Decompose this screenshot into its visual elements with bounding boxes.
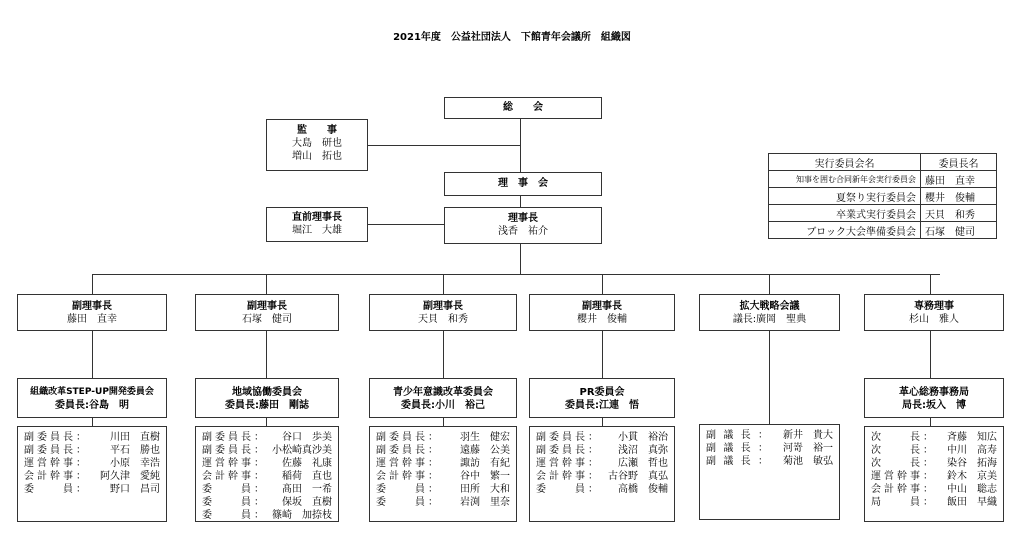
member-role: 委 員：	[536, 484, 598, 495]
member-list-3	[369, 426, 517, 522]
connector-members-4	[602, 418, 603, 426]
committee-name-cell: 知事を囲む合同新年会実行委員会	[769, 171, 921, 188]
connector-committee-3	[443, 330, 444, 378]
list-item	[706, 455, 833, 468]
member-role: 副委員長：	[24, 432, 86, 443]
past-president-title: 直前理事長	[292, 212, 342, 223]
member-name: 阿久津 愛純	[100, 471, 160, 482]
member-name: 広瀬 哲也	[618, 458, 668, 469]
list-item	[24, 444, 160, 457]
list-item	[376, 457, 510, 470]
connector-auditor	[352, 145, 520, 146]
member-role: 運営幹事：	[24, 458, 86, 469]
committee-chair: 委員長:藤田 剛誌	[225, 400, 309, 411]
member-name: 小原 幸浩	[110, 458, 160, 469]
list-item	[24, 483, 160, 496]
member-role: 会計幹事：	[376, 471, 438, 482]
member-role: 副議長：	[706, 443, 768, 454]
officer-box-vice-president-1	[17, 294, 167, 331]
table-row	[769, 188, 997, 205]
general-meeting-box	[444, 97, 602, 119]
member-name: 小貫 裕治	[618, 432, 668, 443]
list-item	[202, 496, 332, 509]
member-role: 副委員長：	[202, 432, 264, 443]
officer-name: 藤田 直幸	[67, 314, 117, 325]
officer-title: 副理事長	[72, 301, 112, 312]
committee-chair: 委員長:江連 悟	[565, 400, 639, 411]
past-president-name: 堀江 大雄	[292, 225, 342, 236]
officer-box-executive-director	[864, 294, 1004, 331]
committee-box-4	[529, 378, 675, 418]
connector-officers-horizontal	[92, 274, 940, 275]
list-item	[536, 444, 668, 457]
member-name: 諏訪 有紀	[460, 458, 510, 469]
list-item	[202, 457, 332, 470]
connector-officer-3	[443, 274, 444, 294]
list-item	[536, 431, 668, 444]
list-item	[536, 483, 668, 496]
chair-name-cell: 藤田 直幸	[921, 171, 997, 188]
member-role: 委 員：	[202, 484, 264, 495]
table-header-row	[769, 154, 997, 171]
list-item	[376, 470, 510, 483]
list-item	[706, 429, 833, 442]
list-item	[202, 431, 332, 444]
president-name: 浅香 祐介	[498, 226, 548, 237]
member-role: 次 長：	[871, 432, 933, 443]
officer-box-vice-president-4	[529, 294, 675, 331]
president-box	[444, 207, 602, 244]
member-name: 川田 直樹	[110, 432, 160, 443]
committee-chair: 局長:坂入 博	[902, 400, 966, 411]
committee-box-2	[195, 378, 339, 418]
member-name: 小松崎真沙美	[272, 445, 332, 456]
list-item	[706, 442, 833, 455]
member-name: 谷口 歩美	[282, 432, 332, 443]
officer-title: 副理事長	[423, 301, 463, 312]
officer-name: 天貝 和秀	[418, 314, 468, 325]
member-role: 運営幹事：	[871, 471, 933, 482]
member-role: 会計幹事：	[24, 471, 86, 482]
committee-title: 青少年意識改革委員会	[393, 387, 493, 398]
member-role: 委 員：	[24, 484, 86, 495]
member-name: 斉藤 知広	[947, 432, 997, 443]
list-item	[376, 496, 510, 509]
list-item	[871, 483, 997, 496]
member-name: 佐藤 礼康	[282, 458, 332, 469]
member-role: 次 長：	[871, 445, 933, 456]
member-name: 飯田 早織	[947, 497, 997, 508]
connector-past-president	[368, 224, 444, 225]
member-list-1	[17, 426, 167, 522]
member-role: 副委員長：	[202, 445, 264, 456]
member-name: 染谷 拓海	[947, 458, 997, 469]
list-item	[376, 483, 510, 496]
member-name: 河嵜 裕一	[783, 443, 833, 454]
member-role: 副委員長：	[536, 445, 598, 456]
officer-name: 石塚 健司	[242, 314, 292, 325]
list-item	[202, 509, 332, 522]
table-row	[769, 222, 997, 239]
member-name: 平石 勝也	[110, 445, 160, 456]
auditor-member: 大島 研也	[292, 138, 342, 149]
committee-name-cell: 卒業式実行委員会	[769, 205, 921, 222]
list-item	[871, 470, 997, 483]
member-name: 浅沼 真弥	[618, 445, 668, 456]
connector-members-2	[266, 418, 267, 426]
officer-title: 拡大戦略会議	[739, 301, 800, 312]
list-item	[202, 470, 332, 483]
member-name: 岩渕 里奈	[460, 497, 510, 508]
list-item	[24, 470, 160, 483]
auditor-member: 増山 拓也	[292, 151, 342, 162]
list-item	[871, 444, 997, 457]
committee-title: PR委員会	[579, 387, 625, 398]
member-name: 篠崎 加捺枝	[272, 510, 332, 521]
list-item	[536, 457, 668, 470]
member-name: 古谷野 真弘	[608, 471, 668, 482]
committee-name-cell: ブロック大会準備委員会	[769, 222, 921, 239]
member-name: 羽生 健宏	[460, 432, 510, 443]
executive-committee-table	[768, 153, 997, 239]
committee-box-1	[17, 378, 167, 418]
member-role: 副議長：	[706, 430, 768, 441]
member-role: 運営幹事：	[536, 458, 598, 469]
member-role: 委 員：	[376, 484, 438, 495]
chair-name-cell: 櫻井 俊輔	[921, 188, 997, 205]
member-role: 次 長：	[871, 458, 933, 469]
member-name: 稲荷 直也	[282, 471, 332, 482]
connector-committee-4	[602, 330, 603, 378]
list-item	[871, 431, 997, 444]
officer-title: 副理事長	[247, 301, 287, 312]
auditor-box	[266, 119, 368, 171]
member-name: 谷中 繁一	[460, 471, 510, 482]
connector-officer-1	[92, 274, 93, 294]
committee-title: 革心総務事務局	[899, 387, 969, 398]
member-role: 副委員長：	[376, 432, 438, 443]
table-row	[769, 205, 997, 222]
member-name: 中山 聡志	[947, 484, 997, 495]
list-item	[871, 496, 997, 509]
list-item	[202, 444, 332, 457]
member-list-council	[699, 424, 840, 520]
member-list-2	[195, 426, 339, 522]
connector-officer-2	[266, 274, 267, 294]
list-item	[536, 470, 668, 483]
chair-name-cell: 天貝 和秀	[921, 205, 997, 222]
committee-box-6	[864, 378, 1004, 418]
list-item	[202, 483, 332, 496]
list-item	[871, 457, 997, 470]
member-name: 中川 高寿	[947, 445, 997, 456]
connector-officer-4	[602, 274, 603, 294]
past-president-box	[266, 207, 368, 242]
table-row	[769, 171, 997, 188]
board-label: 理 事 会	[498, 178, 548, 189]
officer-box-vice-president-2	[195, 294, 339, 331]
member-role: 副委員長：	[376, 445, 438, 456]
member-name: 新井 貴大	[783, 430, 833, 441]
chair-name-cell: 石塚 健司	[921, 222, 997, 239]
connector-committee-2	[266, 330, 267, 378]
committee-chair: 委員長:谷島 明	[55, 400, 129, 411]
committee-title: 組織改革STEP-UP開発委員会	[30, 387, 154, 397]
board-box	[444, 172, 602, 196]
member-name: 鈴木 京美	[947, 471, 997, 482]
list-item	[24, 431, 160, 444]
committee-box-3	[369, 378, 517, 418]
list-item	[24, 457, 160, 470]
committee-title: 地域協働委員会	[232, 387, 302, 398]
officer-title: 専務理事	[914, 301, 954, 312]
member-role: 委 員：	[202, 510, 264, 521]
member-role: 委 員：	[376, 497, 438, 508]
page-title: 2021年度 公益社団法人 下館青年会議所 組織図	[393, 32, 631, 43]
list-item	[376, 444, 510, 457]
officer-name: 議長:廣岡 聖典	[732, 314, 807, 325]
officer-name: 杉山 雅人	[909, 314, 959, 325]
connector-members-3	[443, 418, 444, 426]
member-role: 会計幹事：	[871, 484, 933, 495]
connector-officer-5	[769, 274, 770, 294]
connector-main-vertical	[520, 118, 521, 172]
connector-officer-6	[930, 274, 931, 294]
connector-members-6	[930, 418, 931, 426]
connector-council-members	[769, 330, 770, 424]
member-role: 副委員長：	[536, 432, 598, 443]
officer-box-vice-president-3	[369, 294, 517, 331]
connector-committee-6	[930, 330, 931, 378]
member-name: 菊池 敏弘	[783, 456, 833, 467]
member-role: 運営幹事：	[202, 458, 264, 469]
member-role: 会計幹事：	[536, 471, 598, 482]
committee-name-cell: 夏祭り実行委員会	[769, 188, 921, 205]
column-header-committee: 実行委員会名	[769, 154, 921, 171]
member-name: 遠藤 公美	[460, 445, 510, 456]
member-name: 保坂 直樹	[282, 497, 332, 508]
member-name: 髙田 一希	[282, 484, 332, 495]
general-meeting-label: 総 会	[503, 102, 543, 113]
member-list-4	[529, 426, 675, 522]
list-item	[376, 431, 510, 444]
president-title: 理事長	[508, 213, 538, 224]
connector-president-down	[520, 243, 521, 274]
member-role: 副議長：	[706, 456, 768, 467]
member-role: 副委員長：	[24, 445, 86, 456]
committee-chair: 委員長:小川 裕己	[401, 400, 485, 411]
column-header-chair: 委員長名	[921, 154, 997, 171]
auditor-title: 監 事	[297, 125, 337, 136]
officer-title: 副理事長	[582, 301, 622, 312]
officer-box-strategy-council	[699, 294, 840, 331]
connector-members-1	[92, 418, 93, 426]
officer-name: 櫻井 俊輔	[577, 314, 627, 325]
member-role: 委 員：	[202, 497, 264, 508]
connector-committee-1	[92, 330, 93, 378]
member-role: 運営幹事：	[376, 458, 438, 469]
member-list-6	[864, 426, 1004, 522]
member-role: 会計幹事：	[202, 471, 264, 482]
member-name: 田所 大和	[460, 484, 510, 495]
member-role: 局 員：	[871, 497, 933, 508]
member-name: 野口 昌司	[110, 484, 160, 495]
member-name: 高橋 俊輔	[618, 484, 668, 495]
